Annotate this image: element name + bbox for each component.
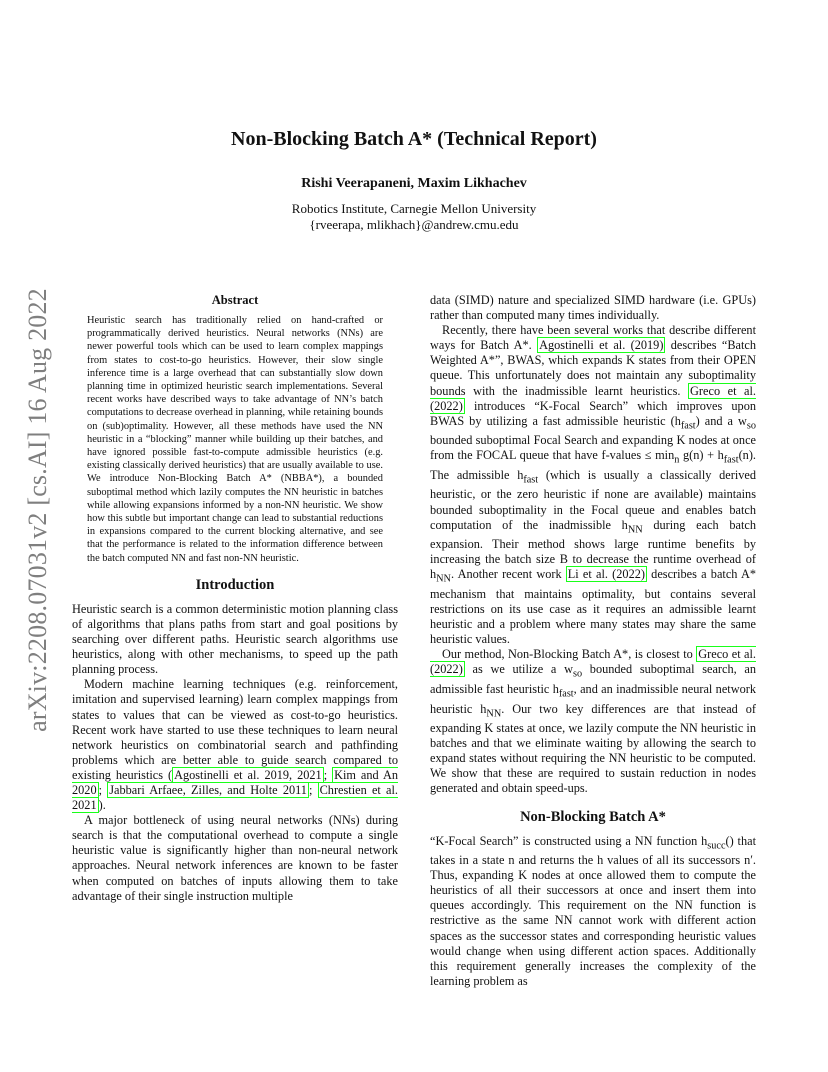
intro-paragraph-1: Heuristic search is a common deterministic motion planning class of algorithms that plans paths from start and goal positions by searching over different paths. Heuristic search algorithms use heuristics, along with other mechanisms, to speed up the path planning process. xyxy=(72,601,398,677)
intro-p2-end: ). xyxy=(98,798,106,813)
text-span: ) and a w xyxy=(695,413,747,428)
arxiv-identifier-text: arXiv:2208.07031v2 [cs.AI] 16 Aug 2022 xyxy=(23,288,52,732)
nbba-paragraph-1 xyxy=(430,834,756,989)
text-span: Our method, Non-Blocking Batch A*, is closest to xyxy=(442,647,697,662)
text-span: bounded suboptimal Focal Search and expanding K nodes at once from the FOCAL queue that have f-values ≤ min xyxy=(430,433,756,463)
citation-link[interactable]: Greco et al. (2022) xyxy=(430,383,756,413)
right-column xyxy=(430,293,756,989)
citation-separator: ; xyxy=(323,767,333,782)
citation-link[interactable]: Greco et al. (2022) xyxy=(430,647,756,677)
citation-link[interactable]: Li et al. (2022) xyxy=(567,567,645,582)
paper-title: Non-Blocking Batch A* (Technical Report) xyxy=(231,128,597,150)
subscript: fast xyxy=(723,454,739,466)
text-span: () that takes in a state n and returns the h values of all its successors n′. Thus, expanding K nodes at once allowed them to compute the heuristics of all their successors at once and insert them into queues accordingly. This requirement on the NN function is restrictive as the same NN cannot work with different action spaces as the successor states and corresponding heuristic values would change when using different action spaces. Additionally this requirement generally increases the complexity of the learning problem as xyxy=(430,833,756,988)
text-span: , and an inadmissible neural network heuristic h xyxy=(430,681,756,716)
paper-authors: Rishi Veerapaneni, Maxim Likhachev xyxy=(301,176,527,191)
subscript: fast xyxy=(523,474,539,486)
affiliation: Robotics Institute, Carnegie Mellon University xyxy=(291,201,537,216)
text-span: introduces “K-Focal Search” which improves upon BWAS by utilizing a fast admissible heuristic (h xyxy=(430,398,756,428)
citation-separator: ; xyxy=(308,782,318,797)
subscript: NN xyxy=(486,707,502,719)
subscript: NN xyxy=(436,573,451,585)
abstract-text: Heuristic search has traditionally relied on hand-crafted or programmatically derived heuristics. Neural networks (NNs) are newer powerful tools which can be used to learn complex mappings from states to cost-to-go heuristics. However, their slow single inference time is a large overhead that can substantially slow down planning time in optimized heuristic search implementations. Several recent works have described ways to take advantage of NN’s batch computations to decrease overhead in planning, while retaining bounds on (sub)optimality. However, all these methods have used the NN heuristic in a “blocking” manner while building up their batches, and have ignored possible fast-to-compute admissible heuristics (e.g. existing classically derived heuristics) that are usually available to use. We introduce Non-Blocking Batch A* (NBBA*), a bounded suboptimal method which lazily computes the NN heuristic in batches while allowing expansions informed by a non-NN heuristic. We show how this subtle but important change can lead to substantial reductions in expansions compared to the current blocking alternative, and see that the performance is related to the information difference between the batch computed NN and fast non-NN heuristic. xyxy=(87,315,383,564)
text-span: as we utilize a w xyxy=(464,662,573,677)
text-span: . Our two key differences are that instead of expanding K states at once, we lazily compute the NN heuristic in batches and that we eliminate waiting by allowing the search to expand states without requiring the NN heuristic to be computed. We show that these are required to sustain reduction in nodes generated and obtain speed-ups. xyxy=(430,701,756,796)
subscript: so xyxy=(746,420,756,432)
text-span: Recently, there have been several works that describe different ways for Batch A*. xyxy=(430,323,756,353)
citation-link[interactable]: Agostinelli et al. 2019, 2021 xyxy=(174,767,322,782)
text-span: “K-Focal Search” is constructed using a NN function h xyxy=(430,833,708,848)
text-span: (which is usually a classically derived heuristic, or the zero heuristic if none are available) maintains bounded suboptimality in the Focal queue and enables batch computation of the inadmissible h xyxy=(430,467,756,532)
intro-paragraph-2 xyxy=(72,677,398,813)
text-span: during each batch expansion. Their method shows large runtime benefits by increasing the batch size B to decrease the runtime overhead of h xyxy=(430,517,756,582)
citation-link[interactable]: Kim and An 2020 xyxy=(72,767,398,797)
intro-p2-text: Modern machine learning techniques (e.g. reinforcement, imitation and supervised learning) learn complex mappings from states to values that can be viewed as cost-to-go heuristics. Recent work have started to use these techniques to learn neural network heuristics on combinatorial search and pathfinding problems which are better able to guide search compared to existing heuristics ( xyxy=(72,677,398,782)
text-span: (n). The admissible h xyxy=(430,448,756,482)
citation-separator: ; xyxy=(98,782,108,797)
right-paragraph-2 xyxy=(430,323,756,647)
right-paragraph-3 xyxy=(430,647,756,796)
subscript: NN xyxy=(627,524,643,536)
citation-link[interactable]: Agostinelli et al. (2019) xyxy=(539,338,664,353)
intro-paragraph-3: A major bottleneck of using neural networks (NNs) during search is that the computational overhead to compute a single heuristic value is significantly higher than non-neural network approaches. Neural network inferences are known to be faster when computed on batches of inputs allowing them to take advantage of their single instruction multiple xyxy=(72,813,398,903)
text-span: describes a batch A* mechanism that maintains optimality, but contains several restrictions on its use case as it requires an admissible learnt heuristic and a problem where many states may share the same heuristic values. xyxy=(430,567,756,647)
citation-link[interactable]: Chrestien et al. 2021 xyxy=(72,782,398,813)
citation-link[interactable]: Jabbari Arfaee, Zilles, and Holte 2011 xyxy=(109,782,307,797)
subscript: n xyxy=(674,454,680,466)
text-span: g(n) + h xyxy=(679,448,724,463)
text-span: describes “Batch Weighted A*”, BWAS, which expands K states from their OPEN queue. This unfortunately does not maintain any suboptimality bounds with the inadmissible learnt heuristics. xyxy=(430,338,757,398)
nbba-section-heading: Non-Blocking Batch A* xyxy=(520,808,666,825)
text-span: . Another recent work xyxy=(450,567,566,582)
arxiv-identifier-stamp xyxy=(20,290,56,730)
subscript: fast xyxy=(558,688,574,700)
abstract-heading: Abstract xyxy=(211,293,259,307)
left-column xyxy=(72,293,398,904)
subscript: fast xyxy=(680,420,696,432)
author-affiliation-block xyxy=(0,201,828,233)
subscript: succ xyxy=(707,839,726,851)
right-paragraph-1: data (SIMD) nature and specialized SIMD hardware (i.e. GPUs) rather than computed many times individually. xyxy=(430,293,756,323)
introduction-heading: Introduction xyxy=(195,576,275,593)
subscript: so xyxy=(572,668,583,680)
text-span: bounded suboptimal search, an admissible fast heuristic h xyxy=(430,662,756,696)
author-emails: {rveerapa, mlikhach}@andrew.cmu.edu xyxy=(309,217,519,232)
